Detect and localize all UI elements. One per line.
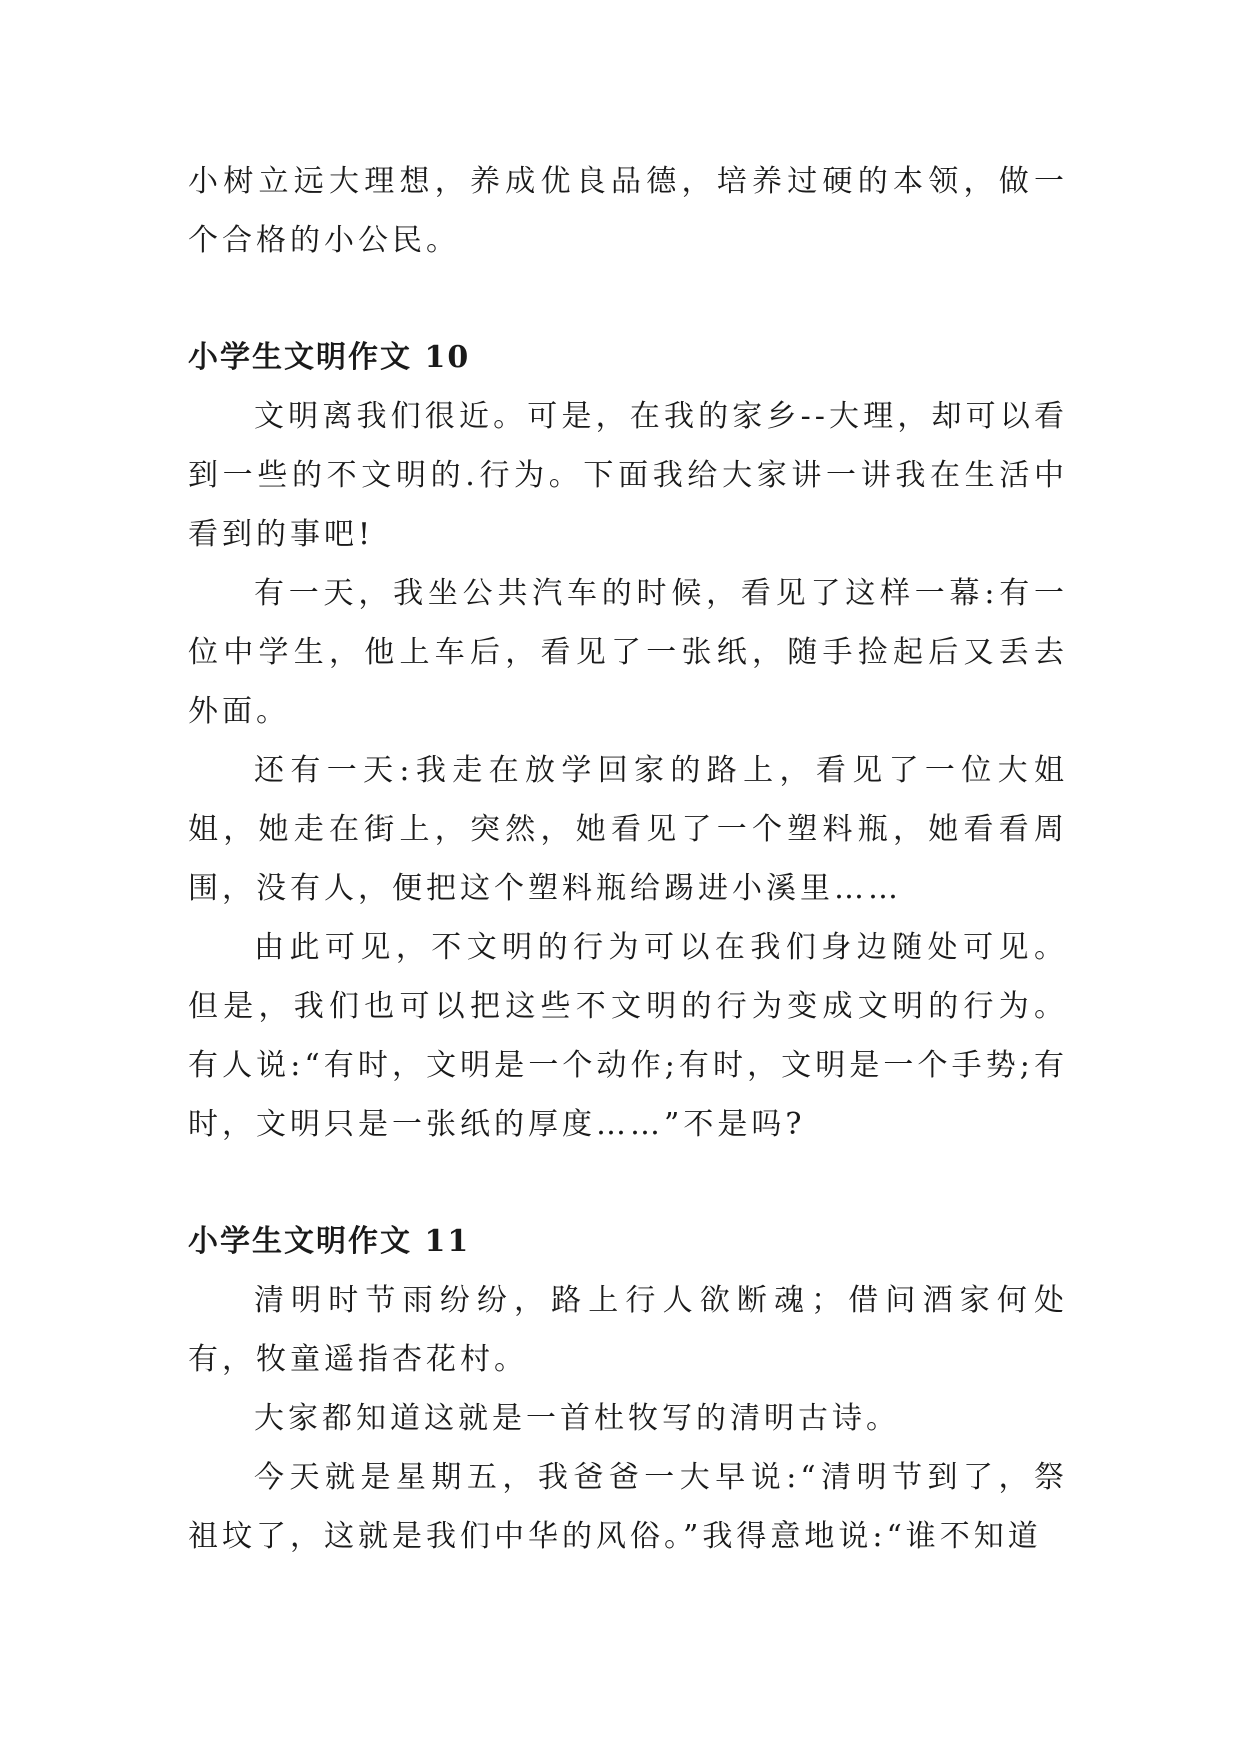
essay-title-11: 小学生文明作文 11 bbox=[188, 1224, 471, 1259]
section-spacer bbox=[188, 1154, 1068, 1212]
essay-section-11 bbox=[188, 1212, 1068, 1566]
section-spacer bbox=[188, 270, 1068, 328]
essay-11-paragraph-2: 大家都知道这就是一首杜牧写的清明古诗。 bbox=[254, 1401, 900, 1436]
essay-10-paragraph-4: 由此可见，不文明的行为可以在我们身边随处可见。但是，我们也可以把这些不文明的行为变成文明的行为。有人说:“有时，文明是一个动作;有时，文明是一个手势;有时，文明只是一张纸的厚度……”不是吗? bbox=[188, 930, 1068, 1142]
essay-11-paragraph-1: 清明时节雨纷纷，路上行人欲断魂；借问酒家何处有，牧童遥指杏花村。 bbox=[188, 1283, 1068, 1377]
intro-paragraph: 小树立远大理想，养成优良品德，培养过硬的本领，做一个合格的小公民。 bbox=[188, 164, 1068, 258]
document-body bbox=[188, 152, 1068, 1566]
essay-11-paragraph-3: 今天就是星期五，我爸爸一大早说:“清明节到了，祭祖坟了，这就是我们中华的风俗。”我得意地说:“谁不知道 bbox=[188, 1460, 1068, 1554]
essay-section-10 bbox=[188, 328, 1068, 1154]
essay-10-paragraph-3: 还有一天:我走在放学回家的路上，看见了一位大姐姐，她走在街上，突然，她看见了一个塑料瓶，她看看周围，没有人，便把这个塑料瓶给踢进小溪里…… bbox=[188, 753, 1068, 906]
essay-10-paragraph-1: 文明离我们很近。可是，在我的家乡--大理，却可以看到一些的不文明的.行为。下面我给大家讲一讲我在生活中看到的事吧! bbox=[188, 399, 1068, 552]
essay-10-paragraph-2: 有一天，我坐公共汽车的时候，看见了这样一幕:有一位中学生，他上车后，看见了一张纸，随手捡起后又丢去外面。 bbox=[188, 576, 1068, 729]
essay-title-10: 小学生文明作文 10 bbox=[188, 340, 471, 375]
